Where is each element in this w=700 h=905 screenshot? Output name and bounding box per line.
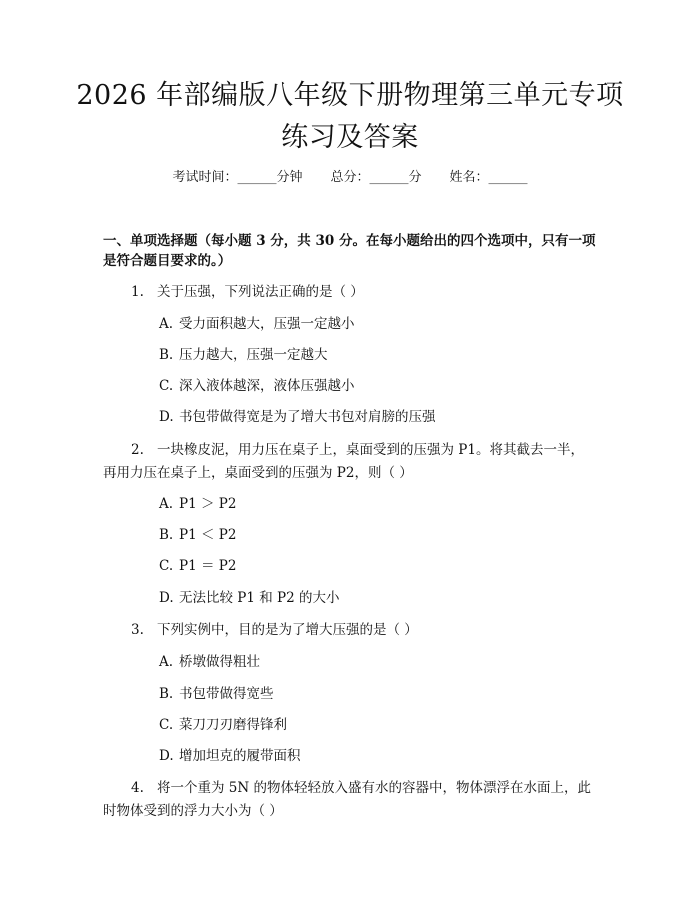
question-1-option-a — [159, 314, 355, 334]
option-label: A. — [159, 316, 174, 332]
exam-meta — [0, 168, 700, 188]
option-text: 菜刀刀刃磨得锋利 — [179, 717, 287, 733]
option-text: 深入液体越深，液体压强越小 — [179, 378, 355, 394]
option-text: 书包带做得宽些 — [179, 686, 274, 702]
option-label: A. — [159, 654, 174, 670]
question-4-stem-continued: 时物体受到的浮力大小为（ ） — [103, 803, 283, 819]
question-3-stem — [131, 620, 418, 640]
option-label: D. — [159, 590, 174, 606]
student-name-field: 姓名：______ — [449, 170, 528, 185]
question-3-option-b — [159, 684, 274, 704]
option-text: 增加坦克的履带面积 — [179, 748, 301, 764]
question-1-option-d — [159, 407, 436, 427]
question-number: 1. — [131, 284, 144, 300]
option-label: B. — [159, 527, 174, 543]
question-4-stem — [131, 778, 591, 798]
option-label: B. — [159, 686, 174, 702]
option-text: 书包带做得宽是为了增大书包对肩膀的压强 — [179, 409, 436, 425]
option-label: B. — [159, 347, 174, 363]
question-2-option-d — [159, 588, 340, 608]
question-number: 3. — [131, 622, 144, 638]
question-1-option-c — [159, 376, 355, 396]
question-3-option-d — [159, 746, 301, 766]
section-heading-line-2: 是符合题目要求的。） — [103, 253, 232, 269]
question-2-stem-continued: 再用力压在桌子上，桌面受到的压强为 P2，则（ ） — [103, 465, 413, 481]
option-text: P1 ＜ P2 — [179, 527, 237, 543]
question-text: 将一个重为 5N 的物体轻轻放入盛有水的容器中，物体漂浮在水面上，此 — [157, 780, 591, 796]
document-title-line-2: 练习及答案 — [281, 122, 419, 153]
question-text: 下列实例中，目的是为了增大压强的是（ ） — [157, 622, 418, 638]
question-2-option-c — [159, 556, 236, 576]
question-number: 4. — [131, 780, 144, 796]
option-label: D. — [159, 748, 174, 764]
option-text: 压力越大，压强一定越大 — [179, 347, 328, 363]
document-title-line-1: 2026 年部编版八年级下册物理第三单元专项 — [76, 80, 624, 111]
option-text: 受力面积越大，压强一定越小 — [179, 316, 355, 332]
question-text: 关于压强，下列说法正确的是（ ） — [157, 284, 364, 300]
exam-time-field: 考试时间：______分钟 — [172, 170, 303, 185]
option-label: C. — [159, 558, 174, 574]
question-text: 一块橡皮泥，用力压在桌子上，桌面受到的压强为 P1。将其截去一半， — [157, 442, 584, 458]
question-2-option-b — [159, 525, 236, 545]
option-label: C. — [159, 717, 174, 733]
option-text: P1 ＞ P2 — [179, 496, 237, 512]
question-1-option-b — [159, 345, 328, 365]
option-label: D. — [159, 409, 174, 425]
option-label: C. — [159, 378, 174, 394]
option-text: P1 ＝ P2 — [179, 558, 237, 574]
question-number: 2. — [131, 442, 144, 458]
question-3-option-c — [159, 715, 287, 735]
total-score-field: 总分：______分 — [330, 170, 422, 185]
option-text: 无法比较 P1 和 P2 的大小 — [179, 590, 340, 606]
question-2-option-a — [159, 494, 236, 514]
question-1-stem — [131, 282, 364, 302]
option-text: 桥墩做得粗壮 — [179, 654, 260, 670]
section-heading-line-1: 一、单项选择题（每小题 3 分，共 30 分。在每小题给出的四个选项中，只有一项 — [103, 233, 596, 249]
question-2-stem — [131, 440, 584, 460]
option-label: A. — [159, 496, 174, 512]
question-3-option-a — [159, 652, 260, 672]
